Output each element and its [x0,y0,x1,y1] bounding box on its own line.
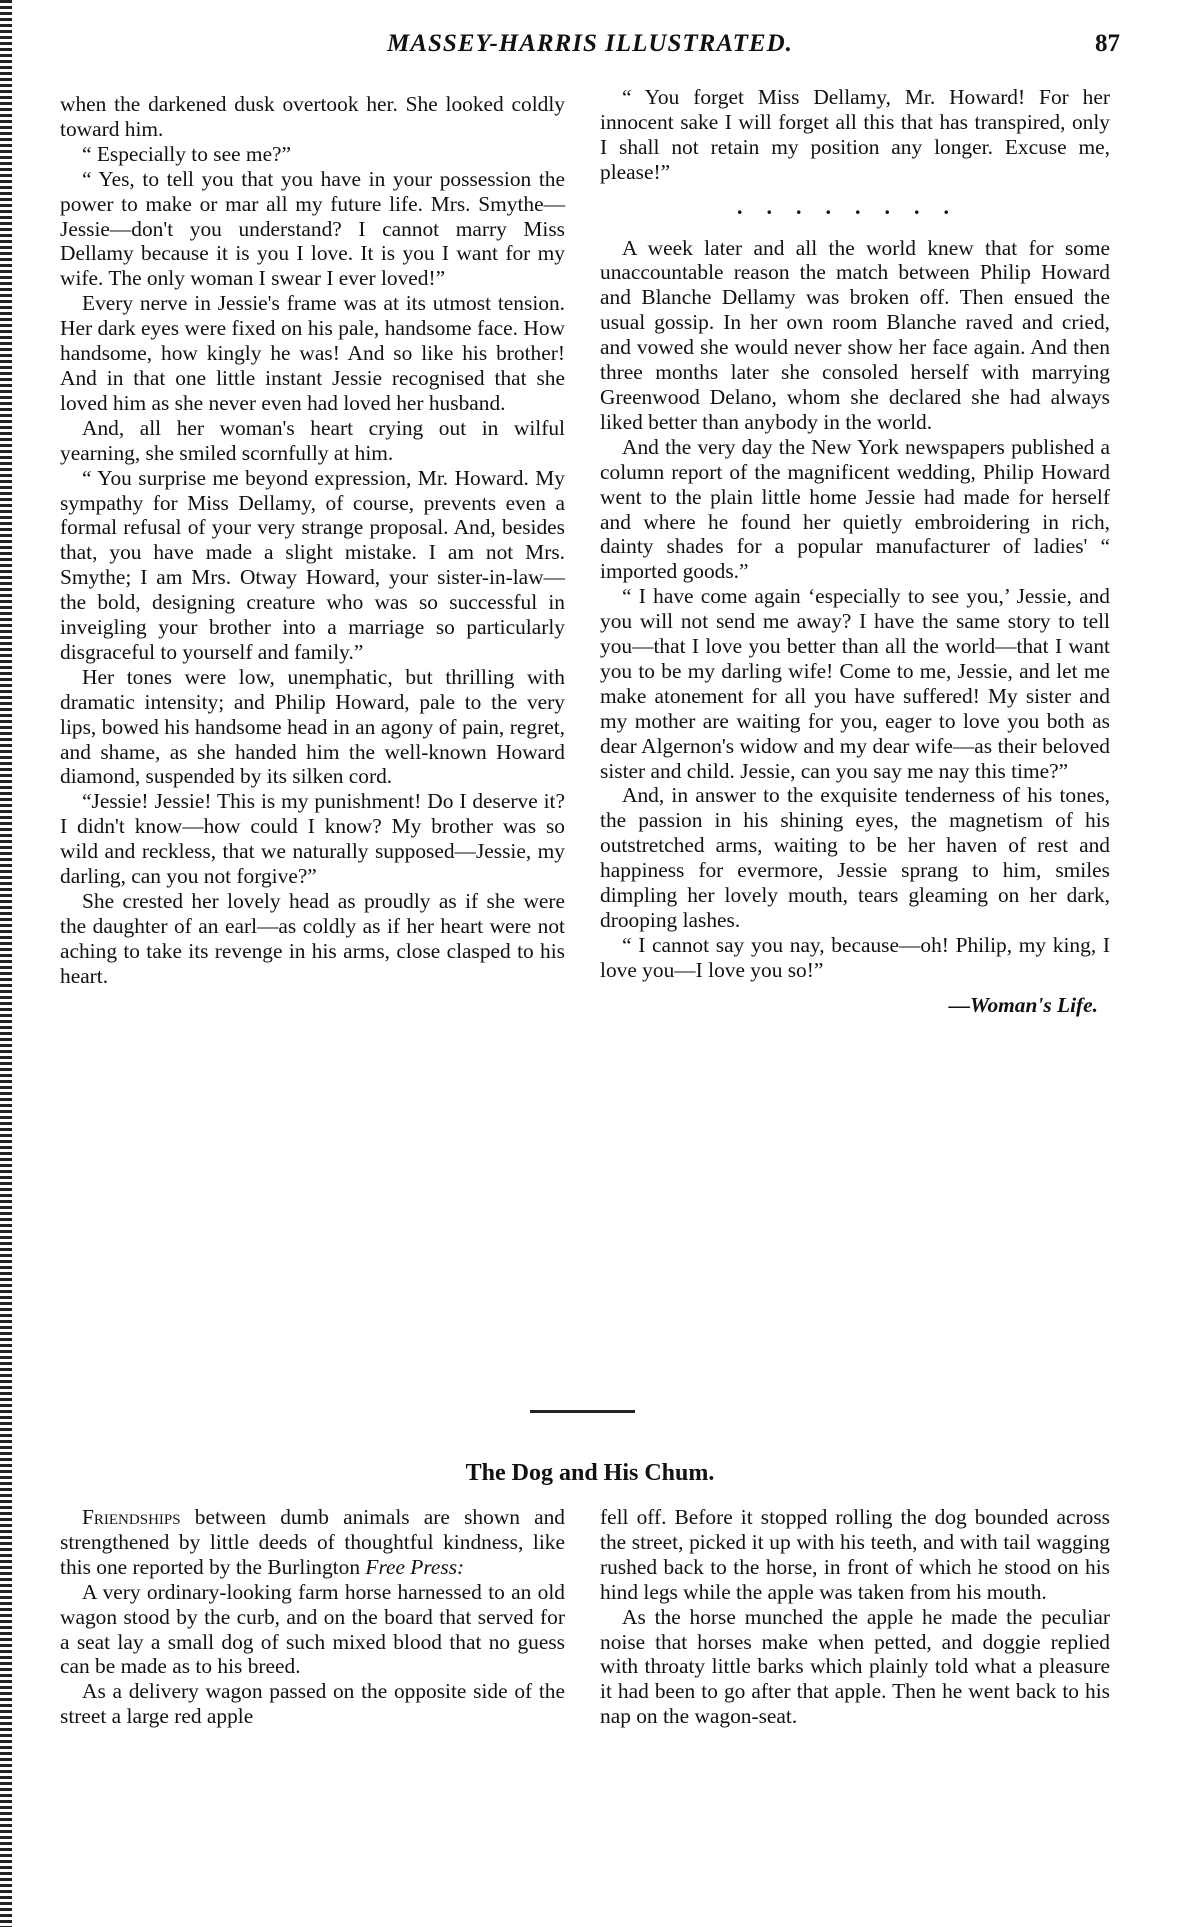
story-paragraph: “ I have come again ‘especially to see you,’ Jessie, and you will not send me away? I have the same story to tell you—that I love you better than all the world—that I want you to be my darling wife! Come to me, Jessie, and let me make atonement for all you have suffered! My sister and my mother are waiting for you, eager to love you both as dear Algernon's widow and my dear wife—as their beloved sister and child. Jessie, can you say me nay this time?” [600,584,1110,783]
story-paragraph: “ Yes, to tell you that you have in your possession the power to make or mar all my future life. Mrs. Smythe—Jessie—don't you understand? I cannot marry Miss Dellamy because it is you I love. It is you I want for my wife. The only woman I swear I ever loved!” [60,166,565,291]
story-paragraph: And the very day the New York newspapers published a column report of the magnificent wedding, Philip Howard went to the plain little home Jessie had made for herself and where he found her quietly embroidering in rich, dainty shades for a popular manufacturer of ladies' “ imported goods.” [600,434,1110,584]
article-title: The Dog and His Chum. [465,1460,715,1486]
article-lead-paragraph [60,1505,565,1580]
lead-word: Friendships [82,1505,181,1529]
article-paragraph: A very ordinary-looking farm horse harnessed to an old wagon stood by the curb, and on the board that served for a seat lay a small dog of such mixed blood that no guess can be made as to his breed. [60,1579,565,1679]
article-paragraph: As the horse munched the apple he made the peculiar noise that horses make when petted, and doggie replied with throaty little barks which plainly told what a pleasure it had been to go after that apple. Then he went back to his nap on the wagon-seat. [600,1604,1110,1729]
article-column-right [600,1505,1110,1729]
story-paragraph: A week later and all the world knew that for some unaccountable reason the match between Philip Howard and Blanche Dellamy was broken off. Then ensued the usual gossip. In her own room Blanche raved and cried, and vowed she would never show her face again. And then three months later she consoled herself with marrying Greenwood Delano, whom she declared she had always liked better than anybody in the world. [600,235,1110,434]
page-edge-border [0,0,12,1927]
story-column-right [600,85,1110,1018]
article-column-left [60,1505,565,1729]
publication-title: MASSEY-HARRIS ILLUSTRATED. [387,30,793,57]
section-divider-rule [530,1410,635,1413]
story-paragraph: “ I cannot say you nay, because—oh! Philip, my king, I love you—I love you so!” [600,932,1110,982]
page-header [60,30,1120,70]
story-paragraph: She crested her lovely head as proudly as if she were the daughter of an earl—as coldly as if her heart were not aching to take its revenge in his arms, close clasped to his heart. [60,889,565,988]
story-attribution: —Woman's Life. [948,992,1098,1017]
story-paragraph: “ Especially to see me?” [82,141,292,166]
section-break-dots: ........ [737,193,973,219]
story-paragraph: Her tones were low, unemphatic, but thrilling with dramatic intensity; and Philip Howard, pale to the very lips, bowed his handsome head in an agony of pain, regret, and shame, as she handed him the well-known Howard diamond, suspended by its silken cord. [60,664,565,789]
story-paragraph: “Jessie! Jessie! This is my punishment! Do I deserve it? I didn't know—how could I know? My brother was so wild and reckless, that we naturally supposed—Jessie, my darling, can you not forgive?” [60,789,565,889]
lead-text: between dumb animals are shown and strengthened by little deeds of thoughtful kindness, like this one reported by the Burlington [60,1505,565,1579]
article-paragraph: fell off. Before it stopped rolling the dog bounded across the street, picked it up with his teeth, and with tail wagging rushed back to the horse, in front of which he stood on his hind legs while the apple was taken from his mouth. [600,1505,1110,1604]
story-paragraph: “ You surprise me beyond expression, Mr. Howard. My sympathy for Miss Dellamy, of course, prevents even a formal refusal of your very strange proposal. And, besides that, you have made a slight mistake. I am not Mrs. Smythe; I am Mrs. Otway Howard, your sister-in-law—the bold, designing creature who was so successful in inveigling your brother into a marriage so particularly disgraceful to yourself and family.” [60,465,565,664]
story-paragraph: And, in answer to the exquisite tenderness of his tones, the passion in his shining eyes, the magnetism of his outstretched arms, waiting to be her haven of rest and happiness for evermore, Jessie sprang to him, smiles dimpling her lovely mouth, tears gleaming on her dark, drooping lashes. [600,783,1110,932]
story-paragraph: “ You forget Miss Dellamy, Mr. Howard! For her innocent sake I will forget all this that has transpired, only I shall not retain my position any longer. Excuse me, please!” [600,85,1110,184]
story-paragraph: when the darkened dusk overtook her. She looked coldly toward him. [60,92,565,141]
story-column-left [60,92,565,989]
page-number: 87 [1095,30,1120,57]
lead-source: Free Press: [365,1554,465,1579]
story-paragraph: Every nerve in Jessie's frame was at its utmost tension. Her dark eyes were fixed on his pale, handsome face. How handsome, how kingly he was! And so like his brother! And in that one little instant Jessie recognised that she loved him as she never even had loved her husband. [60,291,565,415]
article-paragraph: As a delivery wagon passed on the opposite side of the street a large red apple [60,1679,565,1729]
story-paragraph: And, all her woman's heart crying out in wilful yearning, she smiled scornfully at him. [60,415,565,465]
